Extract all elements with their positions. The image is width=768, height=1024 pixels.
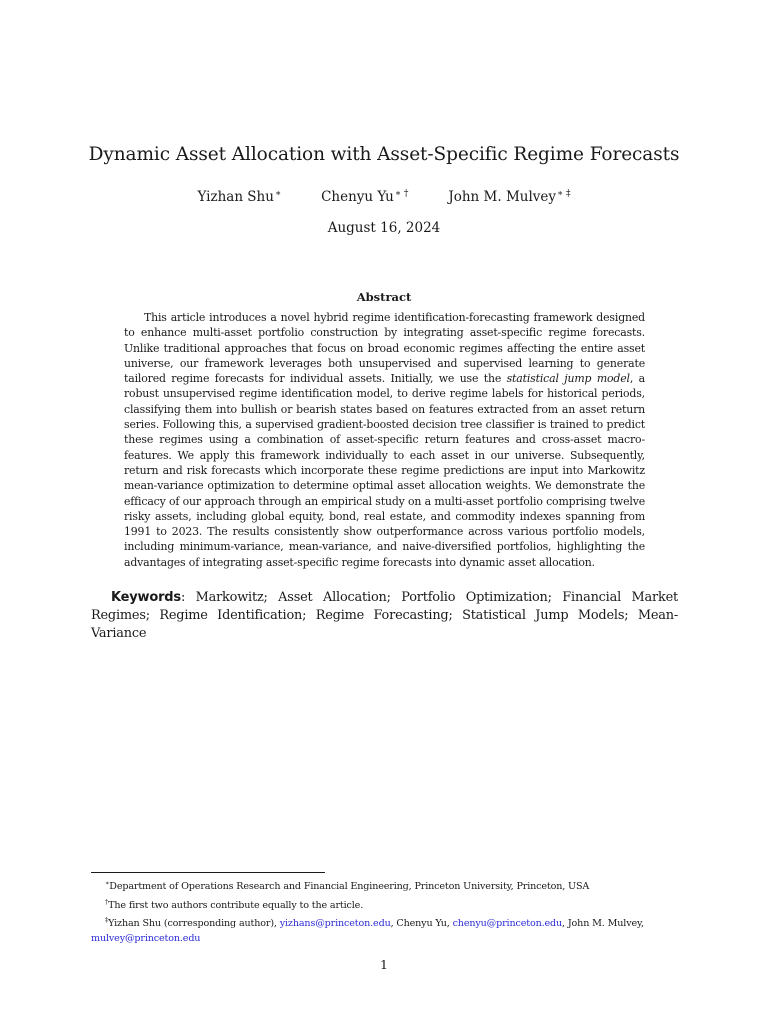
abstract-text-part-2: , a robust unsupervised regime identification model, to derive regime labels for historical periods, classifying them into bullish or bearish states based on features extracted from an asset return series. Following this, a supervised gradient-boosted decision tree classifier is trained to predict these regimes using a combination of asset-specific return features and cross-asset macro-features. We apply this framework individually to each asset in our universe. Subsequently, return and risk forecasts which incorporate these regime predictions are input into Markowitz mean-variance optimization to determine optimal asset allocation weights. We demonstrate the efficacy of our approach through an empirical study on a multi-asset portfolio comprising twelve risky assets, including global equity, bond, real estate, and commodity indexes spanning from 1991 to 2023. The results consistently show outperformance across various portfolio models, including minimum-variance, mean-variance, and naive-diversified portfolios, highlighting the advantages of integrating asset-specific regime forecasts into dynamic asset allocation. bbox=[124, 372, 645, 569]
keywords-list: : Markowitz; Asset Allocation; Portfolio Optimization; Financial Market Regimes; Regime Identification; Regime Forecasting; Statistical Jump Models; Mean-Variance bbox=[91, 590, 678, 641]
footnote-mark: ∗ bbox=[105, 879, 110, 887]
footnote-equal-contribution bbox=[91, 895, 681, 914]
footnote-contacts bbox=[91, 913, 681, 946]
email-link-yu[interactable]: chenyu@princeton.edu bbox=[452, 918, 563, 930]
author-3 bbox=[448, 189, 570, 205]
author-name: Chenyu Yu bbox=[321, 189, 394, 205]
abstract-heading: Abstract bbox=[356, 290, 412, 304]
author-name: John M. Mulvey bbox=[448, 189, 557, 205]
keywords-label: Keywords bbox=[111, 590, 181, 605]
abstract-text-part-1: This article introduces a novel hybrid regime identification-forecasting framework designed to enhance multi-asset portfolio construction by integrating asset-specific regime forecasts. Unlike traditional approaches that focus on broad economic regimes affecting the entire asset universe, our framework leverages both unsupervised and supervised learning to generate tailored regime forecasts for individual assets. Initially, we use the bbox=[124, 311, 645, 386]
email-link-mulvey[interactable]: mulvey@princeton.edu bbox=[91, 932, 201, 944]
footnote-text: , John M. Mulvey, bbox=[562, 918, 644, 930]
footnote-mark: † bbox=[105, 897, 109, 906]
affiliation-mark: ∗ ‡ bbox=[557, 189, 571, 199]
keywords bbox=[91, 589, 678, 643]
email-link-shu[interactable]: yizhans@princeton.edu bbox=[279, 918, 391, 930]
footnote-rule bbox=[91, 872, 325, 873]
footnote-affiliation bbox=[91, 876, 681, 895]
affiliation-mark: ∗ † bbox=[394, 189, 409, 199]
paper-title: Dynamic Asset Allocation with Asset-Specific Regime Forecasts bbox=[88, 144, 680, 165]
affiliation-mark: ∗ bbox=[274, 189, 282, 199]
author-2 bbox=[321, 189, 408, 205]
abstract-emphasis: statistical jump model bbox=[506, 372, 630, 386]
footnote-text: Department of Operations Research and Financial Engineering, Princeton University, Princeton, USA bbox=[109, 881, 590, 892]
footnotes bbox=[91, 876, 681, 946]
footnote-mark: ‡ bbox=[105, 916, 109, 925]
author-name: Yizhan Shu bbox=[197, 189, 274, 205]
abstract-text bbox=[124, 310, 645, 570]
footnote-text: , Chenyu Yu, bbox=[390, 918, 453, 930]
author-list bbox=[0, 189, 768, 205]
footnote-text: Yizhan Shu (corresponding author), bbox=[108, 918, 280, 930]
author-1 bbox=[197, 189, 281, 205]
page-number: 1 bbox=[380, 957, 388, 972]
publication-date: August 16, 2024 bbox=[327, 220, 441, 236]
footnote-text: The first two authors contribute equally to the article. bbox=[108, 899, 364, 911]
